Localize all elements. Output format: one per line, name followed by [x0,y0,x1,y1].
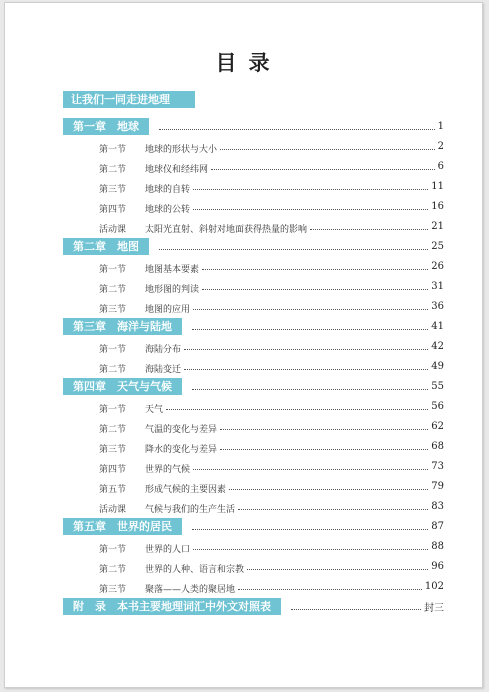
dot-leader [202,260,428,270]
page-number: 11 [431,181,444,192]
section-number: 第二节 [99,425,127,435]
dot-leader [184,360,428,370]
section-row[interactable] [99,338,444,355]
dot-leader [184,340,428,350]
section-title: 海陆变迁 [145,365,182,375]
section-row[interactable] [99,578,444,595]
dot-leader [220,440,428,450]
chapter-label: 第一章 地球 [63,118,149,135]
page-title: 目录 [215,50,282,75]
dot-leader [193,200,428,210]
page-number: 102 [424,581,444,592]
dot-leader [310,220,428,230]
dot-leader [238,580,422,590]
section-row[interactable] [99,158,444,175]
section-label [99,137,217,156]
section-row[interactable] [99,358,444,375]
chapter-row[interactable] [63,118,444,135]
section-title: 地球仪和经纬网 [145,165,209,175]
section-number: 第二节 [99,285,127,295]
section-label [99,417,217,436]
dot-leader [192,380,428,390]
section-label [99,537,190,556]
section-label [99,257,199,276]
dot-leader [166,400,428,410]
page-number: 88 [431,541,444,552]
section-title: 地图的应用 [145,305,191,315]
section-row[interactable] [99,458,444,475]
chapter-row[interactable] [63,318,444,335]
section-number: 第三节 [99,185,127,195]
section-title: 地形图的判读 [145,285,200,295]
section-number: 第三节 [99,305,127,315]
page-number: 87 [431,521,444,532]
dot-leader [192,520,428,530]
dot-leader [159,240,428,250]
chapter-label: 第三章 海洋与陆地 [63,318,182,335]
section-title: 降水的变化与差异 [145,445,218,455]
page-number: 49 [431,361,444,372]
section-row[interactable] [99,538,444,555]
section-title: 聚落——人类的聚居地 [145,585,236,595]
chapter-label: 第五章 世界的居民 [63,518,182,535]
chapter-row[interactable] [63,518,444,535]
section-row[interactable] [99,498,444,515]
section-number: 第一节 [99,265,127,275]
section-title: 气候与我们的生产生活 [145,505,236,515]
section-label [99,457,190,476]
section-number: 活动课 [99,505,127,515]
dot-leader [192,320,428,330]
section-number: 第四节 [99,465,127,475]
dot-leader [202,280,428,290]
section-label [99,197,190,216]
section-label [99,397,163,416]
page-number: 31 [431,281,444,292]
section-title: 世界的气候 [145,465,191,475]
appendix-label: 附 录 本书主要地理词汇中外文对照表 [63,598,281,615]
page-number: 42 [431,341,444,352]
section-number: 第一节 [99,545,127,555]
dot-leader [247,560,428,570]
page-number: 36 [431,301,444,312]
chapter-label: 第二章 地图 [63,238,149,255]
toc-page [4,2,483,688]
section-label [99,157,208,176]
section-row[interactable] [99,198,444,215]
section-title: 地图基本要素 [145,265,200,275]
section-row[interactable] [99,178,444,195]
section-number: 第一节 [99,345,127,355]
page-number: 1 [437,121,444,132]
section-number: 第五节 [99,485,127,495]
page-number: 2 [437,141,444,152]
page-number: 83 [431,501,444,512]
page-number: 16 [431,201,444,212]
section-label [99,277,199,296]
section-row[interactable] [99,138,444,155]
section-row[interactable] [99,478,444,495]
dot-leader [159,120,435,130]
page-number: 封三 [424,603,444,614]
section-number: 第二节 [99,165,127,175]
dot-leader [291,600,421,610]
section-label [99,297,190,316]
section-number: 第二节 [99,365,127,375]
dot-leader [193,540,428,550]
section-label [99,337,181,356]
section-label [99,357,181,376]
section-number: 第四节 [99,205,127,215]
section-number: 第一节 [99,405,127,415]
page-number: 68 [431,441,444,452]
section-row[interactable] [99,218,444,235]
dot-leader [193,180,428,190]
section-row[interactable] [99,258,444,275]
page-number: 55 [431,381,444,392]
section-title: 地球的形状与大小 [145,145,218,155]
section-title: 气温的变化与差异 [145,425,218,435]
section-row[interactable] [99,438,444,455]
section-row[interactable] [99,558,444,575]
section-number: 第一节 [99,145,127,155]
section-label [99,557,244,576]
section-label [99,437,217,456]
dot-leader [220,420,428,430]
chapter-row[interactable] [63,238,444,255]
section-row[interactable] [99,298,444,315]
section-label [99,477,226,496]
page-number: 25 [431,241,444,252]
page-number: 79 [431,481,444,492]
section-number: 第三节 [99,585,127,595]
section-number: 活动课 [99,225,127,235]
dot-leader [238,500,428,510]
appendix-row[interactable] [63,598,444,615]
intro-banner[interactable]: 让我们一同走进地理 [63,91,195,108]
dot-leader [220,140,435,150]
section-title: 形成气候的主要因素 [145,485,227,495]
section-title: 太阳光直射、斜射对地面获得热量的影响 [145,225,308,235]
page-number: 41 [431,321,444,332]
section-label [99,497,235,516]
page-number: 96 [431,561,444,572]
chapter-label: 第四章 天气与气候 [63,378,182,395]
section-row[interactable] [99,398,444,415]
section-number: 第三节 [99,445,127,455]
dot-leader [193,300,428,310]
section-title: 海陆分布 [145,345,182,355]
page-number: 21 [431,221,444,232]
section-row[interactable] [99,278,444,295]
section-title: 世界的人种、语言和宗教 [145,565,245,575]
section-title: 地球的公转 [145,205,191,215]
page-number: 26 [431,261,444,272]
section-label [99,177,190,196]
section-label [99,217,307,236]
section-label [99,577,235,596]
dot-leader [193,460,428,470]
section-title: 地球的自转 [145,185,191,195]
page-number: 6 [437,161,444,172]
section-number: 第二节 [99,565,127,575]
page-number: 73 [431,461,444,472]
page-number: 56 [431,401,444,412]
dot-leader [229,480,428,490]
page-number: 62 [431,421,444,432]
chapter-row[interactable] [63,378,444,395]
section-row[interactable] [99,418,444,435]
section-title: 天气 [145,405,164,415]
section-title: 世界的人口 [145,545,191,555]
dot-leader [211,160,435,170]
